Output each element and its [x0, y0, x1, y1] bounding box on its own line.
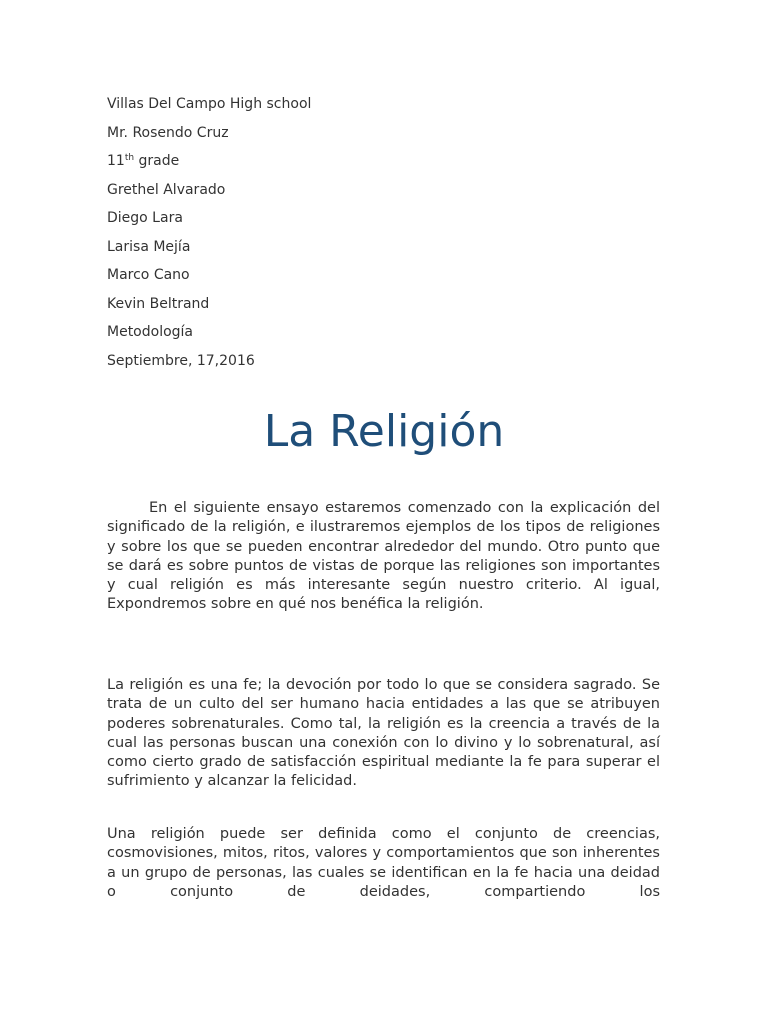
student-name: Kevin Beltrand: [107, 295, 210, 312]
definition-paragraph-block: [107, 676, 660, 792]
religion-paragraph: Una religión puede ser definida como el conjunto de creencias, cosmovisiones, mitos, ritos, valores y comportamientos que son inherentes a un grupo de personas, las cuales se identifican en la fe hacia una deidad o conjunto de deidades, compartiendo los: [107, 826, 660, 900]
intro-paragraph-block: [107, 499, 660, 615]
intro-paragraph: En el siguiente ensayo estaremos comenzado con la explicación del significado de la religión, e ilustraremos ejemplos de los tipos de religiones y sobre los que se pueden encontrar alrededor del mundo. Otro punto que se dará es sobre puntos de vistas de porque las religiones son importantes y cual religión es más interesante según nuestro criterio. Al igual, Expondremos sobre en qué nos benéfica la religión.: [107, 500, 660, 613]
header-block: [107, 90, 667, 375]
grade-suffix: th: [124, 153, 135, 163]
grade-number: 11: [107, 153, 125, 169]
school-name: Villas Del Campo High school: [107, 96, 312, 112]
student-name: Marco Cano: [107, 267, 190, 283]
teacher-name: Mr. Rosendo Cruz: [107, 124, 229, 141]
student-name: Larisa Mejía: [107, 238, 191, 255]
grade-word: grade: [134, 153, 180, 169]
grade-line: [107, 147, 667, 176]
religion-paragraph-block: [107, 825, 660, 903]
subject-name: Metodología: [107, 324, 194, 340]
definition-paragraph: La religión es una fe; la devoción por todo lo que se considera sagrado. Se trata de un culto del ser humano hacia entidades a las que se atribuyen poderes sobrenaturales. Como tal, la religión es la creencia a través de la cual las personas buscan una conexión con lo divino y lo sobrenatural, así como cierto grado de satisfacción espiritual mediante la fe para superar el sufrimiento y alcanzar la felicidad.: [107, 677, 660, 790]
student-name: Diego Lara: [107, 210, 183, 226]
document-date: Septiembre, 17,2016: [107, 352, 255, 369]
document-title: La Religión: [263, 406, 505, 457]
student-name: Grethel Alvarado: [107, 181, 226, 198]
